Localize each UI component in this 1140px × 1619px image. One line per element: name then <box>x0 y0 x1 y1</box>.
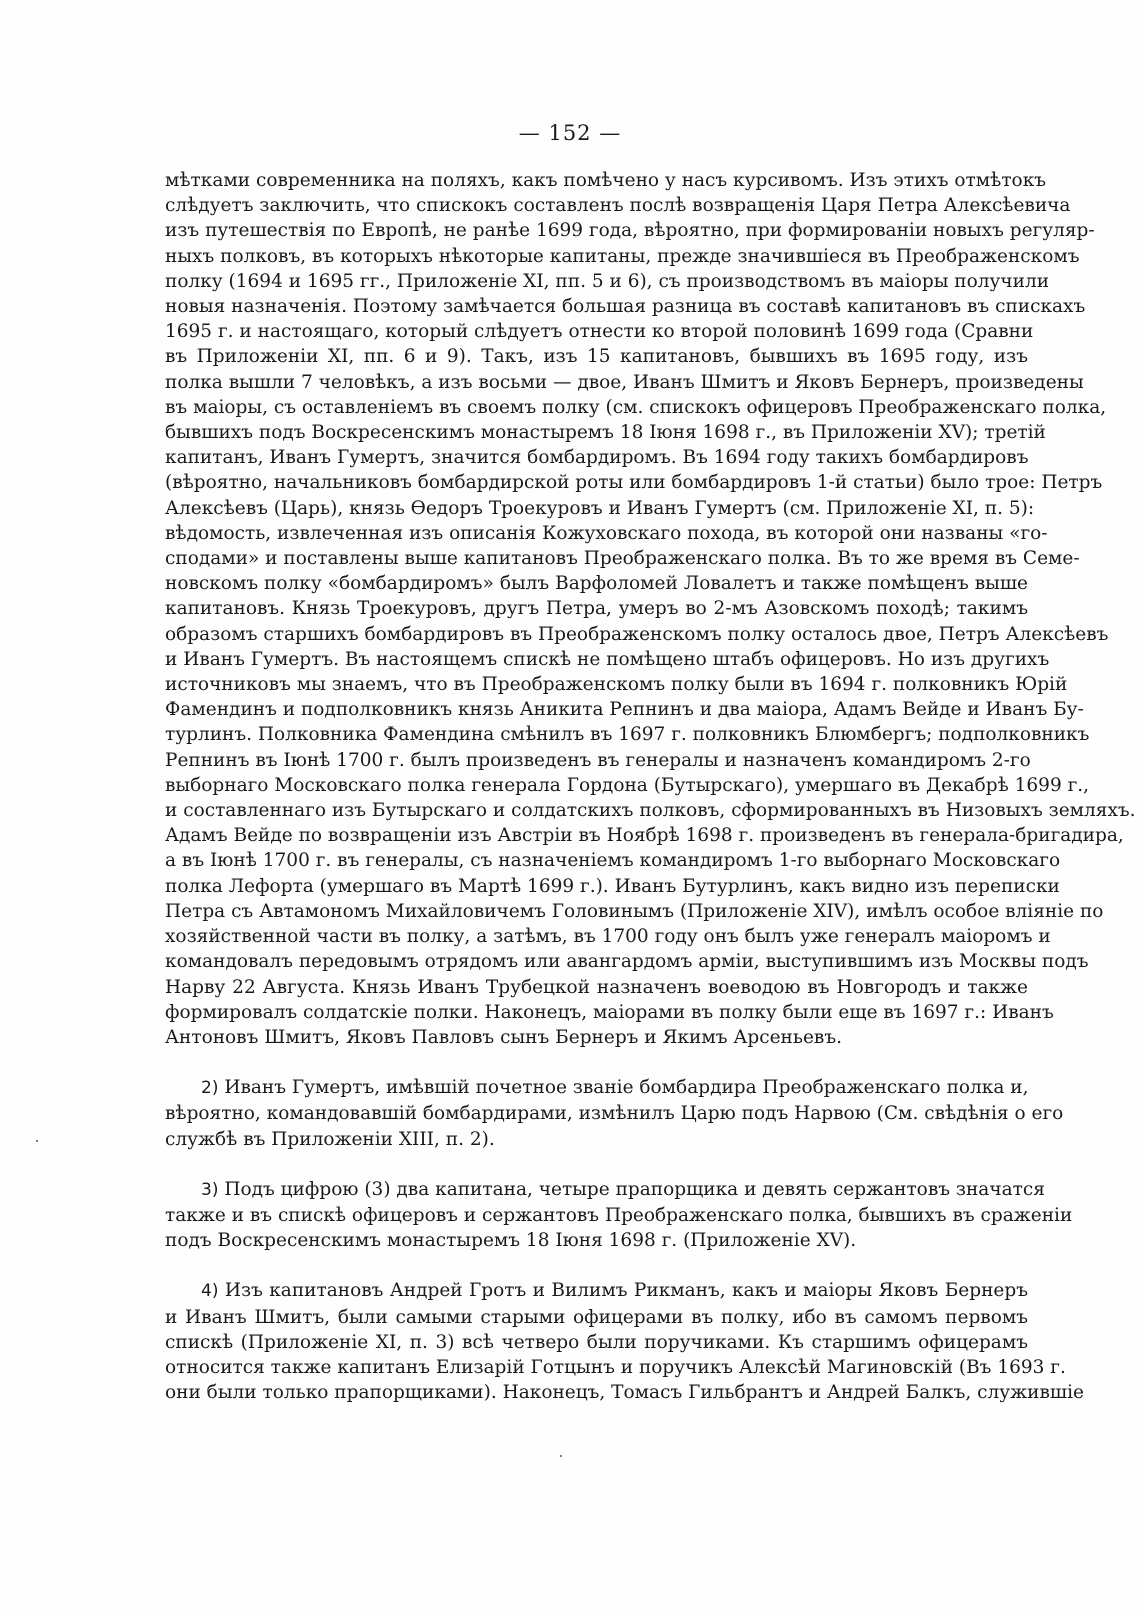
text-line: и Иванъ Гумертъ. Въ настоящемъ спискѣ не помѣщено штабъ офицеровъ. Но изъ другихъ <box>165 648 1050 670</box>
footnote-text: Изъ капитановъ Андрей Гротъ и Вилимъ Рикманъ, какъ и маіоры Яковъ Бернеръ <box>224 1280 1028 1302</box>
text-line: Алексѣевъ (Царь), князь Ѳедоръ Троекуровъ и Иванъ Гумертъ (см. Приложеніе XI, п. 5): <box>165 497 1035 519</box>
text-line: полка Лефорта (умершаго въ Мартѣ 1699 г.). Иванъ Бутурлинъ, какъ видно изъ переписки <box>165 875 1060 897</box>
text-line: Адамъ Вейде по возвращеніи изъ Австріи въ Ноябрѣ 1698 г. произведенъ въ генерала-бригадира, <box>165 825 1124 847</box>
scan-speck <box>560 1455 562 1457</box>
text-line: въ маіоры, съ оставленіемъ въ своемъ полку (см. спискокъ офицеровъ Преображенскаго полка, <box>165 396 1107 418</box>
text-line: бывшихъ подъ Воскресенскимъ монастыремъ 18 Іюня 1698 г., въ Приложеніи XV); третій <box>165 422 1046 444</box>
footnote-3 <box>165 1177 1073 1254</box>
main-paragraph <box>165 168 1136 1050</box>
text-line: Нарву 22 Августа. Князь Иванъ Трубецкой назначенъ воеводою въ Новгородъ и также <box>165 976 1028 998</box>
text-line: источниковъ мы знаемъ, что въ Преображенскомъ полку были въ 1694 г. полковникъ Юрій <box>165 674 1068 696</box>
text-line: Фамендинъ и подполковникъ князь Аникита Репнинъ и два маіора, Адамъ Вейде и Иванъ Бу- <box>165 699 1084 721</box>
text-line: полку (1694 и 1695 гг., Приложеніе XI, пп. 5 и 6), съ производствомъ въ маіоры получили <box>165 270 1050 292</box>
text-line: также и въ спискѣ офицеровъ и сержантовъ Преображенскаго полка, бывшихъ въ сраженіи <box>165 1204 1073 1226</box>
text-line: Петра съ Автамономъ Михайловичемъ Головинымъ (Приложеніе XIV), имѣлъ особое вліяніе по <box>165 900 1104 922</box>
body-text <box>165 168 1136 1405</box>
text-line: новыя назначенія. Поэтому замѣчается большая разница въ составѣ капитановъ въ спискахъ <box>165 296 1086 318</box>
footnote-number: 2) <box>201 1078 219 1099</box>
text-line: формировалъ солдатскіе полки. Наконецъ, маіорами въ полку были еще въ 1697 г.: Иванъ <box>165 1001 1054 1023</box>
text-line: сподами» и поставлены выше капитановъ Преображенскаго полка. Въ то же время въ Семе- <box>165 548 1080 570</box>
text-line: (вѣроятно, начальниковъ бомбардирской роты или бомбардировъ 1-й статьи) было трое: Петръ <box>165 472 1103 494</box>
text-line: и составленнаго изъ Бутырскаго и солдатскихъ полковъ, сформированныхъ въ Низовыхъ земляхъ. <box>165 800 1136 822</box>
text-line: подъ Воскресенскимъ монастыремъ 18 Іюня 1698 г. (Приложеніе XV). <box>165 1230 857 1252</box>
text-line: вѣдомость, извлеченная изъ описанія Кожуховскаго похода, въ которой они названы «го- <box>165 522 1048 544</box>
footnote-text: Подъ цифрою (3) два капитана, четыре прапорщика и девять сержантовъ значатся <box>224 1178 1045 1200</box>
text-line: мѣтками современника на поляхъ, какъ помѣчено у насъ курсивомъ. Изъ этихъ отмѣтокъ <box>165 170 1047 191</box>
text-line: хозяйственной части въ полку, а затѣмъ, въ 1700 году онъ былъ уже генералъ маіоромъ и <box>165 926 1051 948</box>
text-line <box>165 1075 1028 1101</box>
text-line: ныхъ полковъ, въ которыхъ нѣкоторые капитаны, прежде значившіеся въ Преображенскомъ <box>165 245 1080 267</box>
text-line: вѣроятно, командовавшій бомбардирами, измѣнилъ Царю подъ Нарвою (См. свѣдѣнія о его <box>165 1103 1064 1125</box>
footnote-2 <box>165 1075 1064 1152</box>
text-line: и Иванъ Шмитъ, были самыми старыми офицерами въ полку, ибо въ самомъ первомъ <box>165 1306 1028 1328</box>
text-line: относится также капитанъ Елизарій Готцынъ и поручикъ Алексѣй Магиновскій (Въ 1693 г. <box>165 1356 1066 1378</box>
text-line <box>165 1177 1045 1203</box>
text-line: слѣдуетъ заключить, что спискокъ составленъ послѣ возвращенія Царя Петра Алексѣевича <box>165 195 1071 217</box>
text-line: капитанъ, Иванъ Гумертъ, значится бомбардиромъ. Въ 1694 году такихъ бомбардировъ <box>165 447 1029 469</box>
text-line: Антоновъ Шмитъ, Яковъ Павловъ сынъ Бернеръ и Якимъ Арсеньевъ. <box>165 1026 842 1048</box>
text-line: новскомъ полку «бомбардиромъ» былъ Варфоломей Ловалетъ и также помѣщенъ выше <box>165 573 1028 595</box>
text-line: 1695 г. и настоящаго, который слѣдуетъ отнести ко второй половинѣ 1699 года (Сравни <box>165 321 1034 343</box>
page-number: — 152 — <box>518 121 622 145</box>
text-line: выборнаго Московскаго полка генерала Гордона (Бутырскаго), умершаго въ Декабрѣ 1699 г., <box>165 774 1090 796</box>
text-line: капитановъ. Князь Троекуровъ, другъ Петра, умеръ во 2-мъ Азовскомъ походѣ; такимъ <box>165 598 1028 620</box>
scan-speck <box>36 1140 38 1142</box>
text-line: изъ путешествія по Европѣ, не ранѣе 1699 года, вѣроятно, при формированіи новыхъ регуляр- <box>165 220 1095 242</box>
text-line: полка вышли 7 человѣкъ, а изъ восьми — двое, Иванъ Шмитъ и Яковъ Бернеръ, произведены <box>165 371 1084 393</box>
footnote-number: 3) <box>201 1179 219 1200</box>
text-line: образомъ старшихъ бомбардировъ въ Преображенскомъ полку осталось двое, Петръ Алексѣевъ <box>165 623 1109 645</box>
text-line: они были только прапорщиками). Наконецъ, Томасъ Гильбрантъ и Андрей Балкъ, служившіе <box>165 1382 1084 1404</box>
text-line: службѣ въ Приложеніи XIII, п. 2). <box>165 1128 495 1150</box>
text-line: командовалъ передовымъ отрядомъ или авангардомъ арміи, выступившимъ изъ Москвы подъ <box>165 951 1089 973</box>
text-line: спискѣ (Приложеніе XI, п. 3) всѣ четверо были поручиками. Къ старшимъ офицерамъ <box>165 1331 1028 1353</box>
text-line: Репнинъ въ Іюнѣ 1700 г. былъ произведенъ въ генералы и назначенъ командиромъ 2-го <box>165 749 1031 771</box>
text-line: турлинъ. Полковника Фамендина смѣнилъ въ 1697 г. полковникъ Блюмбергъ; подполковникъ <box>165 724 1090 746</box>
text-line: въ Приложеніи XI, пп. 6 и 9). Такъ, изъ 15 капитановъ, бывшихъ въ 1695 году, изъ <box>165 346 1028 368</box>
footnote-text: Иванъ Гумертъ, имѣвшій почетное званіе бомбардира Преображенскаго полка и, <box>224 1077 1029 1099</box>
text-line: а въ Іюнѣ 1700 г. въ генералы, съ назначеніемъ командиромъ 1-го выборнаго Московскаго <box>165 850 1061 872</box>
text-line <box>165 1278 1028 1304</box>
footnote-number: 4) <box>201 1281 219 1302</box>
footnote-4 <box>165 1278 1084 1405</box>
